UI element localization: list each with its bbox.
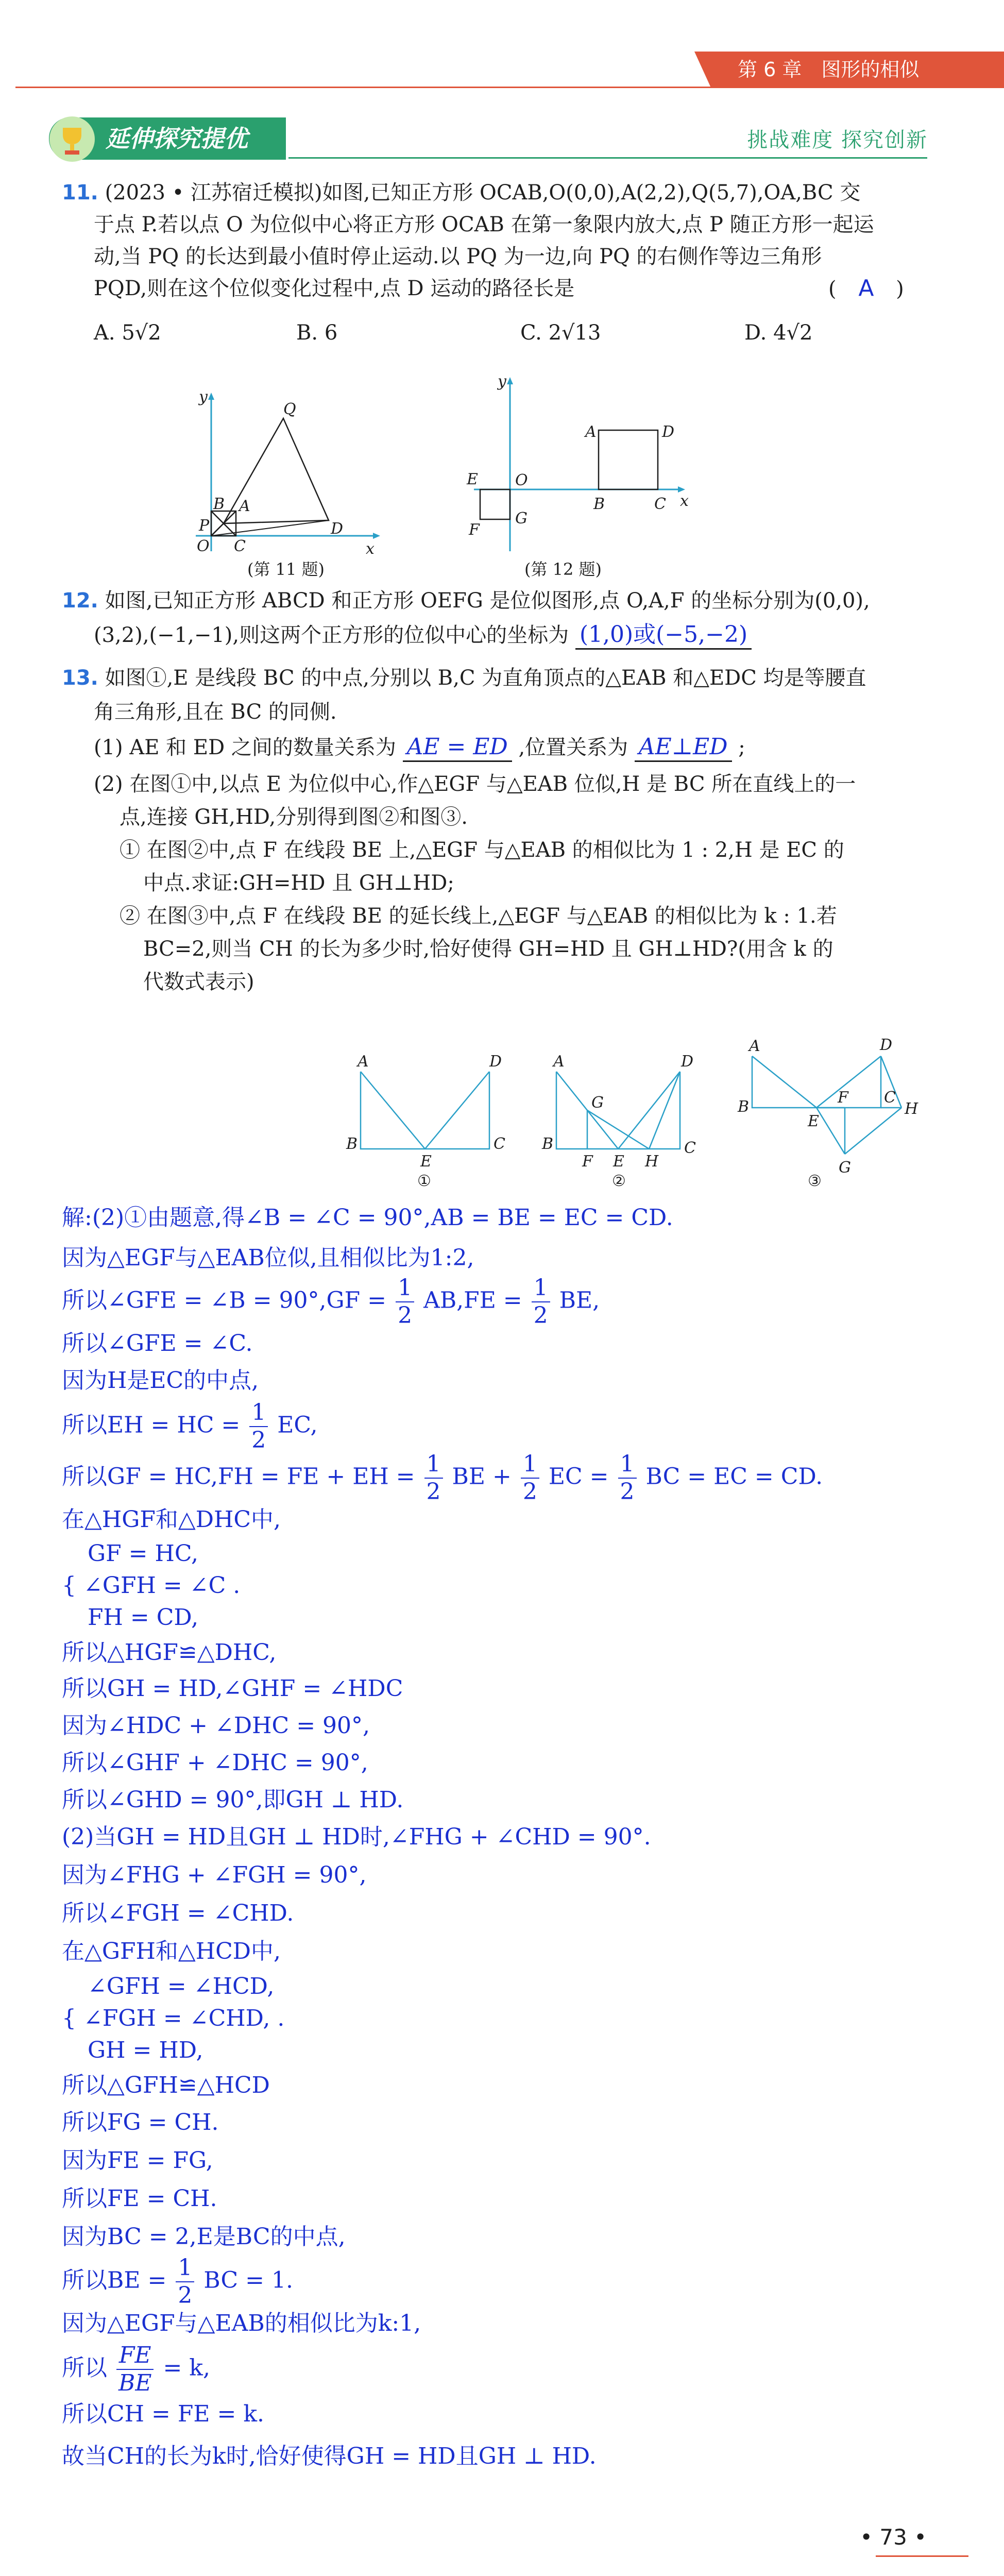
q11-text1: (2023 • 江苏宿迁模拟)如图,已知正方形 OCAB,O(0,0),A(2,2),Q(5,7),OA,BC 交 — [105, 181, 861, 205]
q13-part1-text-c: ; — [738, 736, 745, 759]
fig13-2-label-g: G — [591, 1094, 604, 1112]
q12-text1: 如图,已知正方形 ABCD 和正方形 OEFG 是位似图形,点 O,A,F 的坐标分别为(0,0), — [105, 589, 870, 613]
fig13-1-label-e: E — [420, 1153, 432, 1171]
fig13-diagram-2 — [541, 1053, 696, 1190]
figure-13 — [340, 1025, 943, 1195]
q13-line2: 角三角形,且在 BC 的同侧. — [94, 700, 337, 724]
q13-part1-text-b: ,位置关系为 — [518, 736, 628, 759]
figure-12 — [458, 371, 695, 556]
fig13-2-label-e: E — [613, 1153, 624, 1171]
q13-sub2-line2: BC=2,则当 CH 的长为多少时,恰好使得 GH=HD 且 GH⊥HD?(用含 k 的 — [143, 937, 833, 961]
fig11-label-p: P — [199, 517, 210, 535]
sol-3-frac2 — [532, 1277, 550, 1327]
q13-sub2-line3: 代数式表示) — [143, 970, 254, 994]
frac-num: FE — [116, 2344, 154, 2370]
fig13-3-label-h: H — [905, 1100, 918, 1118]
q12-line2 — [94, 621, 752, 650]
sol-line-30: 因为△EGF与△EAB的相似比为k:1, — [62, 2310, 421, 2336]
fig13-1-label-b: B — [346, 1135, 358, 1153]
fig12-label-c: C — [654, 495, 666, 513]
q11-answer: A — [858, 275, 874, 301]
frac-den: 2 — [398, 1302, 413, 1329]
q11-option-a: A. 5√2 — [94, 321, 161, 345]
sol-29b: BC = 1. — [203, 2267, 293, 2294]
fig11-caption: (第 11 题) — [247, 560, 325, 579]
fig13-3-label-f: F — [838, 1089, 848, 1107]
q11-option-b: B. 6 — [296, 321, 338, 345]
sol-7b: BE + — [452, 1463, 512, 1490]
fig11-label-a: A — [239, 497, 250, 515]
fig12-label-f: F — [469, 521, 480, 539]
sol-29a: 所以BE = — [62, 2267, 167, 2294]
frac-den: 2 — [522, 1479, 537, 1505]
banner-subtitle: 挑战难度 探究创新 — [747, 128, 928, 152]
fig12-square-oefg — [480, 489, 510, 519]
sol-line-5: 因为H是EC的中点, — [62, 1367, 259, 1394]
fig11-label-x: x — [366, 540, 375, 556]
sol-line-27: 所以FE = CH. — [62, 2185, 217, 2212]
frac-num: 1 — [521, 1453, 539, 1479]
fig12-label-x: x — [680, 492, 689, 510]
sol-line-2: 因为△EGF与△EAB位似,且相似比为1:2, — [62, 1245, 474, 1271]
q11-line3: 动,当 PQ 的长达到最小值时停止运动.以 PQ 为一边,向 PQ 的右侧作等边三角形 — [94, 245, 822, 268]
q11-option-c: C. 2√13 — [520, 321, 601, 345]
q13-line1 — [62, 665, 866, 691]
frac-num: 1 — [249, 1401, 268, 1427]
fig13-2-label-a: A — [553, 1053, 565, 1071]
frac-num: 1 — [618, 1453, 637, 1479]
sol-7-frac3 — [618, 1453, 637, 1503]
sol-line-32: 所以CH = FE = k. — [62, 2401, 265, 2427]
frac-den: 2 — [251, 1427, 266, 1453]
fig12-label-d: D — [662, 423, 675, 441]
page-number-rule — [876, 2555, 968, 2557]
fig13-2-label-h: H — [645, 1153, 659, 1171]
sol-7d: BC = EC = CD. — [645, 1463, 823, 1490]
section-banner: 延伸探究提优 — [49, 117, 286, 160]
sol-7c: EC = — [548, 1463, 609, 1490]
fig12-label-g: G — [515, 510, 527, 528]
fig11-label-b: B — [213, 495, 225, 513]
sol-line-11: FH = CD, — [88, 1604, 199, 1631]
q13-number: 13. — [62, 666, 98, 690]
sol-7-frac2 — [521, 1453, 539, 1503]
q11-bracket-close: ) — [896, 277, 904, 301]
frac-num: 1 — [176, 2257, 194, 2282]
sol-line-29 — [62, 2257, 293, 2307]
sol-line-6 — [62, 1401, 317, 1452]
q13-part1-text-a: (1) AE 和 ED 之间的数量关系为 — [94, 736, 396, 759]
q13-part1-answer2: AE⊥ED — [635, 734, 732, 762]
frac-den: 2 — [426, 1479, 441, 1505]
frac-num: 1 — [396, 1277, 414, 1302]
sol-6a: 所以EH = HC = — [62, 1412, 241, 1438]
q12-line1 — [62, 587, 870, 614]
q11-line2: 于点 P.若以点 O 为位似中心将正方形 OCAB 在第一象限内放大,点 P 随正方形一起运 — [94, 213, 874, 236]
q11-answer-bracket — [828, 275, 904, 302]
sol-line-14: 因为∠HDC + ∠DHC = 90°, — [62, 1713, 370, 1739]
fig13-marker-3: ③ — [808, 1172, 822, 1190]
sol-line-22: { ∠FGH = ∠CHD, . — [62, 2005, 285, 2031]
sol-line-13: 所以GH = HD,∠GHF = ∠HDC — [62, 1675, 403, 1702]
fig12-label-b: B — [593, 495, 605, 513]
fig13-marker-2: ② — [612, 1172, 626, 1190]
q11-bracket-open: ( — [828, 277, 837, 301]
sol-31b: = k, — [163, 2354, 210, 2381]
sol-3a: 所以∠GFE = ∠B = 90°,GF = — [62, 1287, 387, 1314]
q13-part1 — [94, 734, 745, 762]
fig11-label-o: O — [197, 537, 210, 555]
figure-11 — [191, 381, 397, 556]
sol-3b: AB,FE = — [423, 1287, 522, 1314]
q13-part2-line1: (2) 在图①中,以点 E 为位似中心,作△EGF 与△EAB 位似,H 是 BC 所在直线上的一 — [94, 772, 856, 796]
q13-sub1-line1: ① 在图②中,点 F 在线段 BE 上,△EGF 与△EAB 的相似比为 1 : 2,H 是 EC 的 — [120, 838, 844, 862]
sol-line-15: 所以∠GHF + ∠DHC = 90°, — [62, 1750, 368, 1776]
sol-line-1: 解:(2)①由题意,得∠B = ∠C = 90°,AB = BE = EC = CD. — [62, 1205, 673, 1231]
frac-den: 2 — [620, 1479, 635, 1505]
q13-part2-line2: 点,连接 GH,HD,分别得到图②和图③. — [120, 805, 468, 829]
sol-line-8: 在△HGF和△DHC中, — [62, 1506, 281, 1533]
sol-line-24: 所以△GFH≌△HCD — [62, 2072, 270, 2098]
fig12-square-abcd — [599, 430, 658, 489]
fig12-label-e: E — [467, 470, 478, 488]
sol-line-4: 所以∠GFE = ∠C. — [62, 1330, 253, 1357]
trophy-icon — [47, 114, 97, 164]
fig13-1-label-a: A — [358, 1053, 369, 1071]
sol-line-3 — [62, 1277, 600, 1327]
fig13-3-label-d: D — [880, 1036, 893, 1054]
page-number: • 73 • — [860, 2524, 927, 2550]
fig12-label-y: y — [498, 372, 506, 391]
sol-6-frac — [249, 1401, 268, 1452]
sol-31-frac — [116, 2344, 154, 2395]
q11-option-d: D. 4√2 — [744, 321, 813, 345]
sol-line-33: 故当CH的长为k时,恰好使得GH = HD且GH ⊥ HD. — [62, 2443, 597, 2469]
sol-29-frac — [176, 2257, 194, 2307]
fig12-label-a: A — [585, 423, 597, 441]
fig11-label-q: Q — [283, 400, 296, 418]
fig13-2-label-d: D — [681, 1053, 694, 1071]
fig13-3-label-e: E — [808, 1112, 819, 1130]
fig13-1-label-c: C — [494, 1135, 505, 1153]
sol-line-12: 所以△HGF≌△DHC, — [62, 1639, 277, 1666]
fig13-2-label-c: C — [684, 1139, 696, 1157]
q13-sub2-line1: ② 在图③中,点 F 在线段 BE 的延长线上,△EGF 与△EAB 的相似比为 k : 1.若 — [120, 904, 837, 928]
fig13-diagram-3 — [737, 1036, 918, 1190]
sol-line-26: 因为FE = FG, — [62, 2147, 213, 2174]
chapter-title: 第 6 章 图形的相似 — [711, 52, 1004, 88]
fig13-1-label-d: D — [489, 1053, 502, 1071]
sol-6b: EC, — [277, 1412, 318, 1438]
sol-line-31 — [62, 2344, 210, 2395]
sol-line-19: 所以∠FGH = ∠CHD. — [62, 1900, 294, 1926]
sol-line-16: 所以∠GHD = 90°,即GH ⊥ HD. — [62, 1787, 404, 1813]
fig11-label-c: C — [234, 537, 246, 555]
fig13-diagram-1 — [346, 1053, 505, 1190]
fig12-label-o: O — [515, 471, 528, 489]
q12-text2: (3,2),(−1,−1),则这两个正方形的位似中心的坐标为 — [94, 623, 569, 647]
frac-den: 2 — [178, 2282, 193, 2309]
frac-num: 1 — [532, 1277, 550, 1302]
q11-line4: PQD,则在这个位似变化过程中,点 D 运动的路径长是 — [94, 277, 575, 300]
sol-line-21: ∠GFH = ∠HCD, — [88, 1973, 275, 1999]
sol-line-28: 因为BC = 2,E是BC的中点, — [62, 2224, 346, 2250]
sol-line-17: (2)当GH = HD且GH ⊥ HD时,∠FHG + ∠CHD = 90°. — [62, 1824, 651, 1850]
fig11-label-y: y — [199, 388, 208, 406]
sol-line-25: 所以FG = CH. — [62, 2109, 219, 2136]
sol-line-18: 因为∠FHG + ∠FGH = 90°, — [62, 1862, 367, 1888]
q12-number: 12. — [62, 589, 98, 613]
fig12-caption: (第 12 题) — [524, 560, 602, 579]
q11-line1 — [62, 179, 860, 206]
sol-3c: BE, — [559, 1287, 600, 1314]
fig11-label-d: D — [331, 520, 344, 538]
sol-3-frac1 — [396, 1277, 414, 1327]
fig13-3-label-c: C — [884, 1089, 896, 1107]
frac-num: 1 — [424, 1453, 443, 1479]
fig13-3-label-a: A — [749, 1037, 760, 1055]
q11-number: 11. — [62, 181, 98, 205]
sol-line-23: GH = HD, — [88, 2037, 203, 2063]
sol-line-10: { ∠GFH = ∠C . — [62, 1572, 241, 1599]
fig13-2-label-f: F — [582, 1153, 593, 1171]
fig13-3-label-g: G — [839, 1159, 851, 1177]
sol-7-frac1 — [424, 1453, 443, 1503]
frac-den: BE — [118, 2370, 152, 2396]
q13-part1-answer1: AE = ED — [403, 734, 512, 762]
fig13-2-label-b: B — [542, 1135, 554, 1153]
fig13-marker-1: ① — [417, 1172, 431, 1190]
frac-den: 2 — [533, 1302, 548, 1329]
sol-line-20: 在△GFH和△HCD中, — [62, 1938, 281, 1964]
sol-31a: 所以 — [62, 2354, 107, 2381]
fig13-3-label-b: B — [738, 1098, 750, 1116]
q13-sub1-line2: 中点.求证:GH=HD 且 GH⊥HD; — [143, 871, 454, 895]
sol-line-9: GF = HC, — [88, 1540, 198, 1567]
sol-7a: 所以GF = HC,FH = FE + EH = — [62, 1463, 415, 1490]
q13-text1: 如图①,E 是线段 BC 的中点,分别以 B,C 为直角顶点的△EAB 和△EDC 均是等腰直 — [105, 666, 866, 690]
q12-answer: (1,0)或(−5,−2) — [575, 621, 752, 650]
sol-line-7 — [62, 1453, 823, 1503]
banner-rule — [288, 157, 927, 159]
